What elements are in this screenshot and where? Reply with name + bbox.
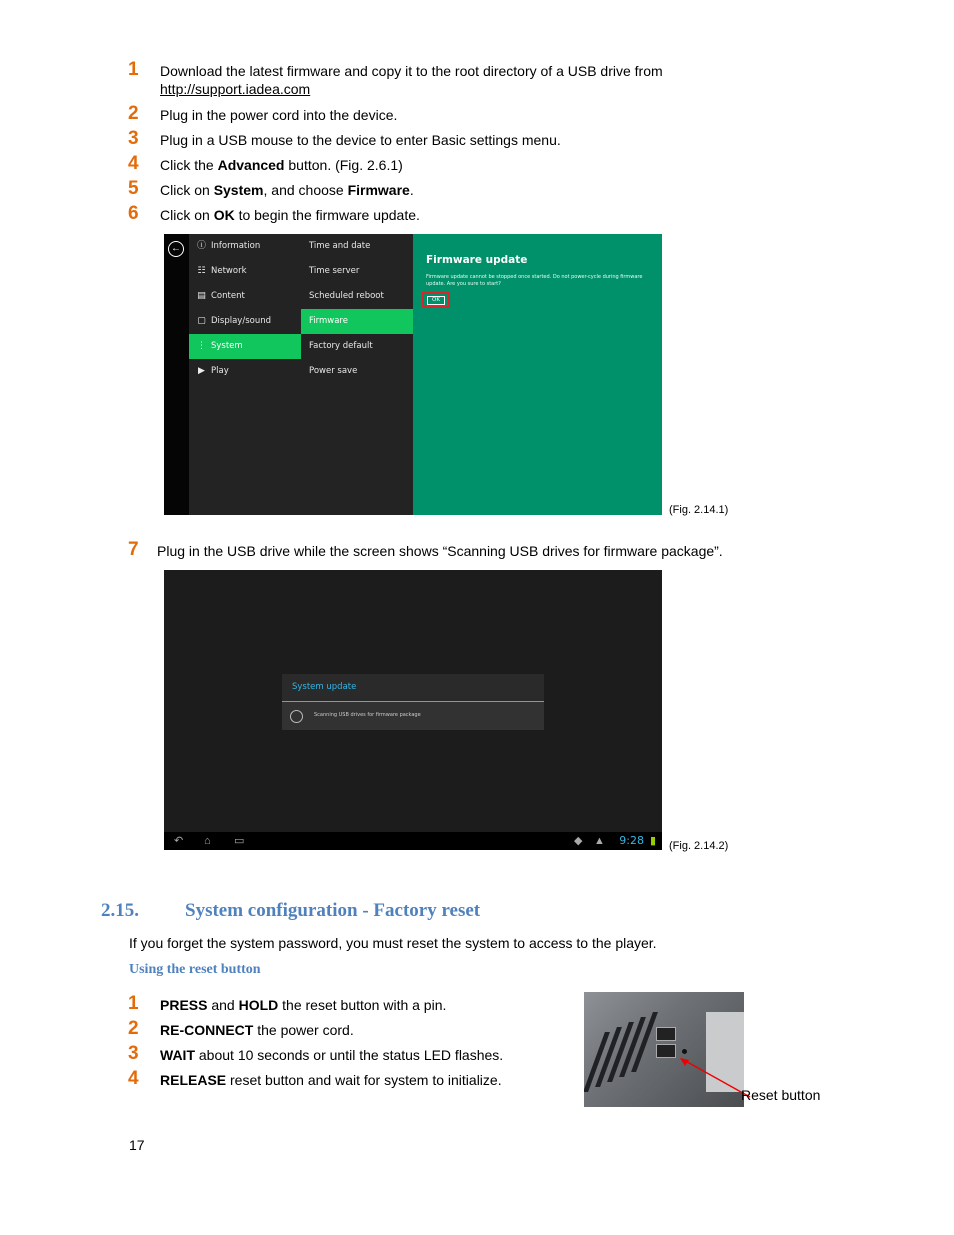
step-number: 1: [128, 993, 139, 1014]
section-title: System configuration - Factory reset: [185, 900, 481, 921]
info-icon: ⓘ: [196, 241, 206, 251]
menu-item-label: Display/sound: [211, 316, 271, 326]
submenu-factory-default[interactable]: Factory default: [309, 341, 373, 351]
step-number: 2: [128, 1018, 139, 1039]
step-number: 4: [128, 153, 139, 174]
system-update-screenshot: [164, 570, 662, 850]
menu-item-label: Information: [211, 241, 261, 251]
system-icon: ⋮: [197, 341, 206, 351]
panel-warning-text: Firmware update cannot be stopped once started. Do not power-cycle during firmware update. Are you sure to start?: [426, 274, 643, 287]
submenu-time-and-date[interactable]: Time and date: [309, 241, 371, 251]
usb-port: [656, 1044, 676, 1058]
warning-icon: ▲: [594, 835, 605, 847]
step-number: 5: [128, 178, 139, 199]
settings-back-bar: [164, 234, 189, 515]
submenu-power-save[interactable]: Power save: [309, 366, 358, 376]
menu-item-display-sound[interactable]: [189, 309, 301, 334]
submenu-scheduled-reboot[interactable]: Scheduled reboot: [309, 291, 384, 301]
step-text: Click on OK to begin the firmware update.: [160, 207, 420, 223]
home-icon[interactable]: ⌂: [204, 835, 211, 847]
menu-item-label: Content: [211, 291, 245, 301]
figure-caption: (Fig. 2.14.2): [669, 840, 729, 852]
status-clock: 9:28: [619, 834, 644, 847]
play-icon: ▶: [198, 366, 205, 376]
battery-icon: ▮: [649, 835, 656, 847]
step-number: 1: [128, 59, 139, 80]
step-number: 6: [128, 203, 139, 224]
menu-item-label: Network: [211, 266, 247, 276]
panel-title: Firmware update: [426, 254, 528, 266]
step-text: Plug in the power cord into the device.: [160, 107, 398, 123]
step-text: PRESS and HOLD the reset button with a pin.: [160, 997, 447, 1013]
submenu-firmware[interactable]: Firmware: [301, 309, 413, 334]
content-icon: ▤: [197, 291, 206, 301]
system-update-dialog: [282, 674, 544, 730]
android-icon: ◆: [574, 835, 583, 847]
step-text: Plug in the USB drive while the screen shows “Scanning USB drives for firmware package”.: [157, 543, 723, 559]
step-text: Click on System, and choose Firmware.: [160, 182, 414, 198]
figure-caption: (Fig. 2.14.1): [669, 504, 729, 516]
back-arrow-icon[interactable]: ←: [168, 241, 184, 257]
reset-hole: [682, 1049, 687, 1054]
step-text: Plug in a USB mouse to the device to enter Basic settings menu.: [160, 132, 561, 148]
menu-item-system[interactable]: [189, 334, 301, 359]
step-text: Click the Advanced button. (Fig. 2.6.1): [160, 157, 403, 173]
settings-submenu: [301, 234, 413, 515]
step-text: [160, 62, 663, 98]
page-number: 17: [129, 1137, 145, 1153]
usb-port: [656, 1027, 676, 1041]
menu-item-play[interactable]: [189, 359, 301, 384]
back-icon[interactable]: ↶: [174, 835, 184, 847]
step-text: RE-CONNECT the power cord.: [160, 1022, 354, 1038]
section-paragraph: If you forget the system password, you must reset the system to access to the player.: [129, 935, 657, 951]
menu-item-label: System: [211, 341, 243, 351]
step-text: RELEASE reset button and wait for system to initialize.: [160, 1072, 502, 1088]
section-number: 2.15.: [101, 900, 139, 921]
dialog-message: Scanning USB drives for firmware package: [314, 712, 421, 718]
network-icon: ☷: [197, 266, 206, 276]
step-text: WAIT about 10 seconds or until the status LED flashes.: [160, 1047, 504, 1063]
subsection-heading: Using the reset button: [129, 962, 261, 977]
settings-category-menu: [189, 234, 301, 515]
step-number: 7: [128, 539, 139, 560]
photo-label: Reset button: [741, 1087, 821, 1103]
menu-item-label: Play: [211, 366, 229, 376]
menu-item-information[interactable]: [189, 234, 301, 259]
submenu-time-server[interactable]: Time server: [309, 266, 360, 276]
android-nav-bar: [164, 832, 662, 850]
firmware-settings-screenshot: [164, 234, 662, 515]
step-number: 2: [128, 103, 139, 124]
firmware-update-panel: [413, 234, 662, 515]
support-link[interactable]: http://support.iadea.com: [160, 81, 311, 97]
menu-item-content[interactable]: [189, 284, 301, 309]
dialog-body: [282, 702, 544, 730]
step-text-body: Download the latest firmware and copy it to the root directory of a USB drive from: [160, 63, 663, 79]
step-number: 4: [128, 1068, 139, 1089]
ok-button[interactable]: OK: [427, 296, 445, 305]
dialog-title: System update: [292, 682, 357, 692]
menu-item-network[interactable]: [189, 259, 301, 284]
recent-apps-icon[interactable]: ▭: [234, 835, 245, 847]
display-icon: ▢: [197, 316, 206, 326]
step-number: 3: [128, 1043, 139, 1064]
step-number: 3: [128, 128, 139, 149]
spinner-icon: [290, 710, 303, 723]
